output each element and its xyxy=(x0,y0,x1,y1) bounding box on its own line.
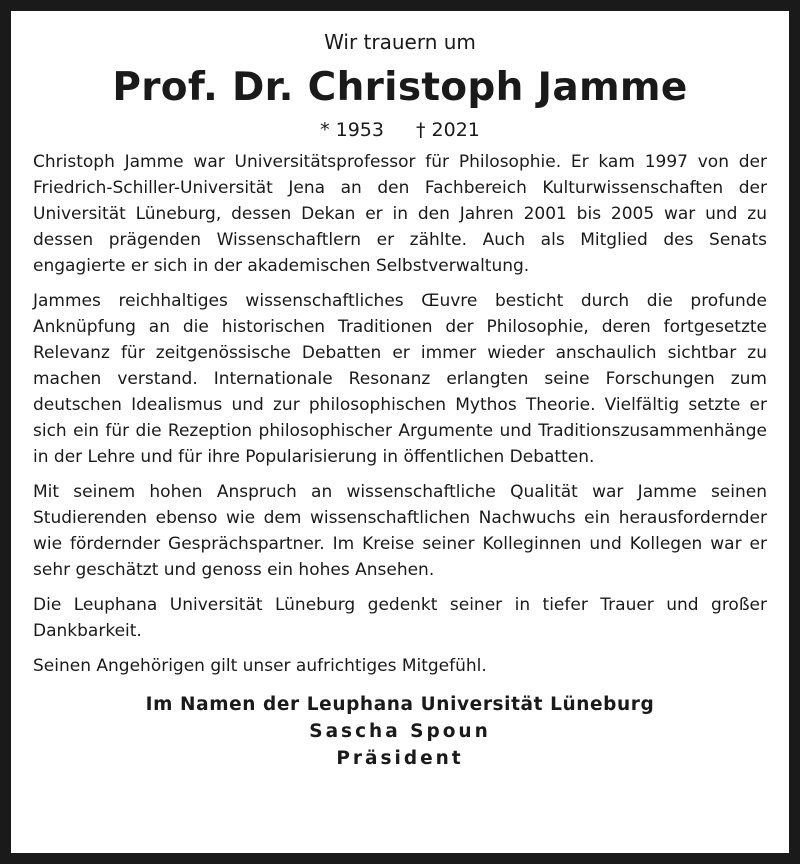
paragraph-condolence: Seinen Angehörigen gilt unser aufrichtiges Mitgefühl. xyxy=(33,656,487,676)
paragraph-career: Christoph Jamme war Universitätsprofessor für Philosophie. Er kam 1997 von der Friedrich-Schiller-Universität Jena an den Fachbereich Kulturwissenschaften der Universität Lüneburg, dessen Dekan er in den Jahren 2001 bis 2005 war und zu dessen prägenden Wissenschaftlern er zählte. Auch als Mitglied des Senats engagierte er sich in der akademischen Selbstverwaltung. xyxy=(33,152,767,276)
paragraph-gratitude: Die Leuphana Universität Lüneburg gedenkt seiner in tiefer Trauer und großer Dankbarkeit. xyxy=(33,595,767,641)
death-year: † 2021 xyxy=(416,119,480,141)
signature-name: Sascha Spoun xyxy=(309,721,491,742)
paragraph-teaching: Mit seinem hohen Anspruch an wissenschaftliche Qualität war Jamme seinen Studierenden ebenso wie dem wissenschaftlichen Nachwuchs ein herausfordernder wie fördernder Gesprächspartner. Im Kreise seiner Kolleginnen und Kollegen war er sehr geschätzt und genoss ein hohes Ansehen. xyxy=(33,482,767,580)
signature-institution: Im Namen der Leuphana Universität Lüneburg xyxy=(145,694,655,715)
paragraph-work: Jammes reichhaltiges wissenschaftliches Œuvre besticht durch die profunde Anknüpfung an die historischen Traditionen der Philosophie, deren fortgesetzte Relevanz für zeitgenössische Debatten er immer wieder anschaulich sichtbar zu machen verstand. Internationale Resonanz erlangten seine Forschungen zum deutschen Idealismus und zur philosophischen Mythos Theorie. Vielfältig setzte er sich ein für die Rezeption philosophischer Argumente und Traditionszusammenhänge in der Lehre und für ihre Popularisierung in öffentlichen Debatten. xyxy=(33,291,767,467)
intro-text: Wir trauern um xyxy=(324,30,476,54)
deceased-name: Prof. Dr. Christoph Jamme xyxy=(112,65,688,110)
signature-title: Präsident xyxy=(336,748,464,769)
life-dates xyxy=(33,117,767,143)
birth-year: * 1953 xyxy=(320,119,384,141)
